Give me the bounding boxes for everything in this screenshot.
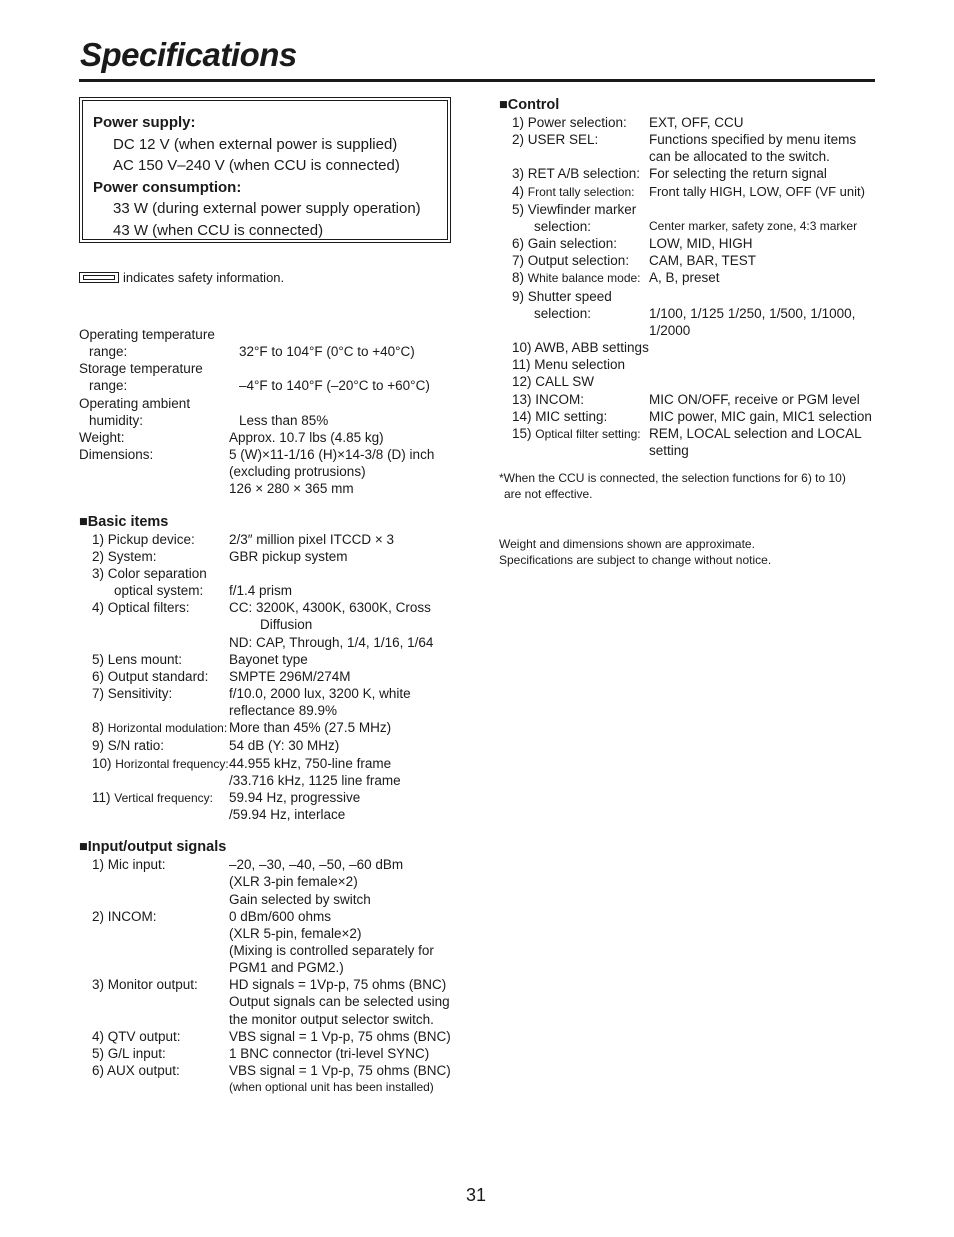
spec-row [79,429,459,446]
spec-value-line: 5 (W)×11-1/16 (H)×14-3/8 (D) inch [229,447,435,463]
spec-label: 5) G/L input: [92,1045,166,1061]
spec-label-text: Vertical frequency: [114,790,213,805]
spec-value-line: –20, –30, –40, –50, –60 dBm [229,857,404,873]
spec-value: –4°F to 140°F (–20°C to +60°C) [239,378,430,394]
spec-row [499,201,879,218]
spec-value [229,685,459,719]
spec-label: 9) Shutter speed [512,288,612,304]
spec-label: 7) Output selection: [512,253,630,269]
spec-value: For selecting the return signal [649,166,827,182]
spec-value: 2/3″ million pixel ITCCD × 3 [229,531,394,547]
spec-value-line: 59.94 Hz, progressive [229,789,361,805]
spec-value-line: VBS signal = 1 Vp-p, 75 ohms (BNC) [229,1063,451,1079]
spec-label-text: selection: [534,218,592,234]
spec-row [499,114,879,131]
note-line: are not effective. [504,486,593,501]
spec-row [79,395,459,412]
spec-label: humidity: [89,412,144,428]
section-heading-io: ■Input/output signals [79,839,227,856]
spec-value-line: 1/100, 1/125 1/250, 1/500, 1/1000, [649,305,856,321]
spec-label: 6) Gain selection: [512,236,618,252]
spec-label: 6) Output standard: [92,668,209,684]
spec-value-line: 44.955 kHz, 750-line frame [229,755,392,771]
spec-label: 3) Color separation [92,565,207,581]
spec-value-line: Diffusion [260,617,313,633]
power-box-inner [82,100,448,240]
spec-label: 11) Menu selection [512,357,626,373]
spec-label: 1) Power selection: [512,115,627,130]
spec-label [499,183,649,201]
spec-label-num: 10) [92,755,116,771]
spec-value [649,131,879,165]
spec-label: 9) S/N ratio: [92,738,165,754]
spec-row [499,356,879,373]
power-consumption-value: 43 W (when CCU is connected) [113,221,324,239]
page-title: Specifications [80,36,297,73]
spec-label: 3) RET A/B selection: [512,166,641,182]
spec-value: A, B, preset [649,270,720,286]
spec-label-num: 8) [512,270,528,286]
spec-label-text: Optical filter setting: [535,426,641,441]
spec-row [79,548,459,565]
spec-label: 2) INCOM: [92,908,157,924]
spec-row [499,339,879,356]
spec-value [229,599,459,650]
footer-note [499,536,879,568]
spec-value-line: 0 dBm/600 ohms [229,908,332,924]
spec-label: 1) Pickup device: [92,531,195,547]
spec-value: EXT, OFF, CCU [649,115,744,130]
spec-value: Center marker, safety zone, 4:3 marker [649,218,858,233]
power-box [79,97,451,243]
spec-value-line: REM, LOCAL selection and LOCAL [649,425,862,441]
left-column [79,326,459,1096]
spec-value [649,425,879,459]
spec-value: Less than 85% [239,412,329,428]
spec-row [499,218,879,235]
spec-label: Storage temperature [79,361,203,377]
spec-row [499,305,879,339]
section-heading-control: ■Control [499,97,560,113]
spec-label: Operating temperature [79,327,215,342]
spec-row [79,856,459,907]
spec-label-text: White balance mode: [527,271,641,286]
safety-note [79,269,284,287]
spec-label: 1) Mic input: [92,857,166,873]
spec-row [79,1062,459,1096]
spec-value: VBS signal = 1 Vp-p, 75 ohms (BNC) [229,1028,451,1044]
spec-label: 12) CALL SW [512,374,595,390]
power-supply-value: DC 12 V (when external power is supplied) [113,135,398,153]
spec-label [499,218,649,235]
spec-value-line: setting [649,442,689,458]
spec-row [499,425,879,459]
spec-row [79,668,459,685]
spec-row [499,165,879,182]
spec-label-text: optical system: [114,583,204,599]
spec-label: Operating ambient [79,395,191,411]
spec-value-line: Functions specified by menu items [649,132,857,148]
spec-label: 3) Monitor output: [92,977,198,993]
spec-row [79,377,459,394]
spec-row [499,373,879,390]
spec-label: 4) Optical filters: [92,600,190,616]
spec-value: 54 dB (Y: 30 MHz) [229,738,340,754]
power-supply-value: AC 150 V–240 V (when CCU is connected) [113,157,400,175]
spec-row [79,565,459,582]
title-rule [79,79,875,82]
spec-label-text: Horizontal modulation: [107,721,228,736]
spec-value [229,976,459,1027]
spec-label [499,305,649,339]
spec-row [79,1028,459,1045]
spec-row [79,582,459,599]
spec-value-line: /33.716 kHz, 1125 line frame [229,772,401,788]
spec-value: 1 BNC connector (tri-level SYNC) [229,1045,430,1061]
spec-value: SMPTE 296M/274M [229,668,351,684]
spec-label-text: selection: [534,305,592,321]
spec-row [499,252,879,269]
spec-label: Weight: [79,429,125,445]
spec-row [79,599,459,650]
spec-row [79,1045,459,1062]
spec-value-line: f/10.0, 2000 lux, 3200 K, white [229,685,411,701]
spec-label: 5) Lens mount: [92,651,183,667]
spec-value-line: (when optional unit has been installed) [229,1080,434,1095]
control-note [499,471,879,502]
spec-value [229,1062,459,1096]
spec-value-line: (Mixing is controlled separately for [229,943,434,958]
spec-value-line: (XLR 5-pin, female×2) [229,925,362,941]
spec-value [229,856,459,907]
spec-value-line: (XLR 3-pin female×2) [229,874,358,890]
power-consumption-label: Power consumption: [93,178,242,196]
spec-row [79,360,459,377]
spec-value [229,789,459,823]
spec-label-text: Horizontal frequency: [115,756,229,771]
spec-value: Bayonet type [229,651,308,667]
spec-row [79,737,459,754]
spec-label: 13) INCOM: [512,391,585,407]
spec-row [79,685,459,719]
note-line: *When the CCU is connected, the selection functions for 6) to 10) [499,471,846,486]
spec-label: 2) System: [92,548,157,564]
spec-value-line: Gain selected by switch [229,891,371,907]
spec-value-line: (excluding protrusions) [229,464,366,480]
spec-value-line: can be allocated to the switch. [649,149,830,165]
spec-label-num: 11) [92,789,115,805]
spec-value-line: /59.94 Hz, interlace [229,807,346,823]
spec-value: MIC power, MIC gain, MIC1 selection [649,408,872,424]
spec-row [499,183,879,201]
spec-value: LOW, MID, HIGH [649,236,753,252]
spec-label-num: 15) [512,425,536,441]
spec-row [79,651,459,668]
spec-row [499,235,879,252]
spec-label [79,755,229,789]
spec-label: 7) Sensitivity: [92,685,173,701]
spec-row [79,446,459,497]
spec-value: Front tally HIGH, LOW, OFF (VF unit) [649,183,865,199]
spec-value: f/1.4 prism [229,583,293,599]
footer-line: Specifications are subject to change without notice. [499,553,772,568]
spec-value: GBR pickup system [229,548,348,564]
page-number: 31 [466,1185,487,1205]
spec-value: Approx. 10.7 lbs (4.85 kg) [229,429,384,445]
spec-value-line: PGM1 and PGM2.) [229,960,344,976]
spec-row [499,288,879,305]
spec-label [79,582,229,599]
footer-line: Weight and dimensions shown are approximate. [499,537,755,552]
spec-value-line: ND: CAP, Through, 1/4, 1/16, 1/64 [229,634,434,650]
spec-row [79,531,459,548]
spec-value-line: 126 × 280 × 365 mm [229,481,354,497]
spec-row [79,976,459,1027]
safety-symbol-icon [79,272,119,283]
spec-row [79,908,459,977]
spec-value-line: HD signals = 1Vp-p, 75 ohms (BNC) [229,977,447,993]
power-consumption-value: 33 W (during external power supply operation) [113,200,421,218]
spec-value [229,755,459,789]
spec-row [499,269,879,287]
spec-label: Dimensions: [79,447,154,463]
spec-value [229,908,459,977]
spec-value-line: Output signals can be selected using [229,994,450,1010]
spec-label: 14) MIC setting: [512,408,608,424]
spec-row [79,343,459,360]
spec-row [499,391,879,408]
spec-row [79,789,459,823]
spec-label-num: 8) [92,720,108,736]
spec-label: 5) Viewfinder marker [512,201,637,217]
spec-row [79,719,459,737]
safety-note-text: indicates safety information. [123,270,285,285]
section-heading-basic: ■Basic items [79,513,169,530]
spec-label-text: Front tally selection: [527,184,635,199]
spec-label: range: [89,378,128,394]
spec-row [79,755,459,789]
spec-label: 2) USER SEL: [512,132,599,148]
spec-row [79,326,459,343]
spec-value: MIC ON/OFF, receive or PGM level [649,391,860,407]
right-column [499,96,879,568]
spec-label: 6) AUX output: [92,1063,180,1079]
spec-row [499,131,879,165]
spec-value: CAM, BAR, TEST [649,253,757,269]
spec-label [499,269,649,287]
power-supply-label: Power supply: [93,114,196,131]
spec-row [79,412,459,429]
spec-value-line: 1/2000 [649,322,691,338]
spec-value: More than 45% (27.5 MHz) [229,720,392,736]
spec-row [499,408,879,425]
spec-value-line: the monitor output selector switch. [229,1011,434,1027]
spec-label-num: 4) [512,183,528,199]
spec-value: 32°F to 104°F (0°C to +40°C) [239,344,415,360]
spec-label [79,789,229,823]
spec-value [229,446,459,497]
spec-label [79,719,229,737]
spec-label: 4) QTV output: [92,1028,181,1044]
spec-value-line: CC: 3200K, 4300K, 6300K, Cross [229,600,431,616]
spec-value [649,305,879,339]
spec-label [499,425,649,459]
spec-label: range: [89,344,128,360]
spec-value-line: reflectance 89.9% [229,703,338,719]
spec-label: 10) AWB, ABB settings [512,340,649,356]
